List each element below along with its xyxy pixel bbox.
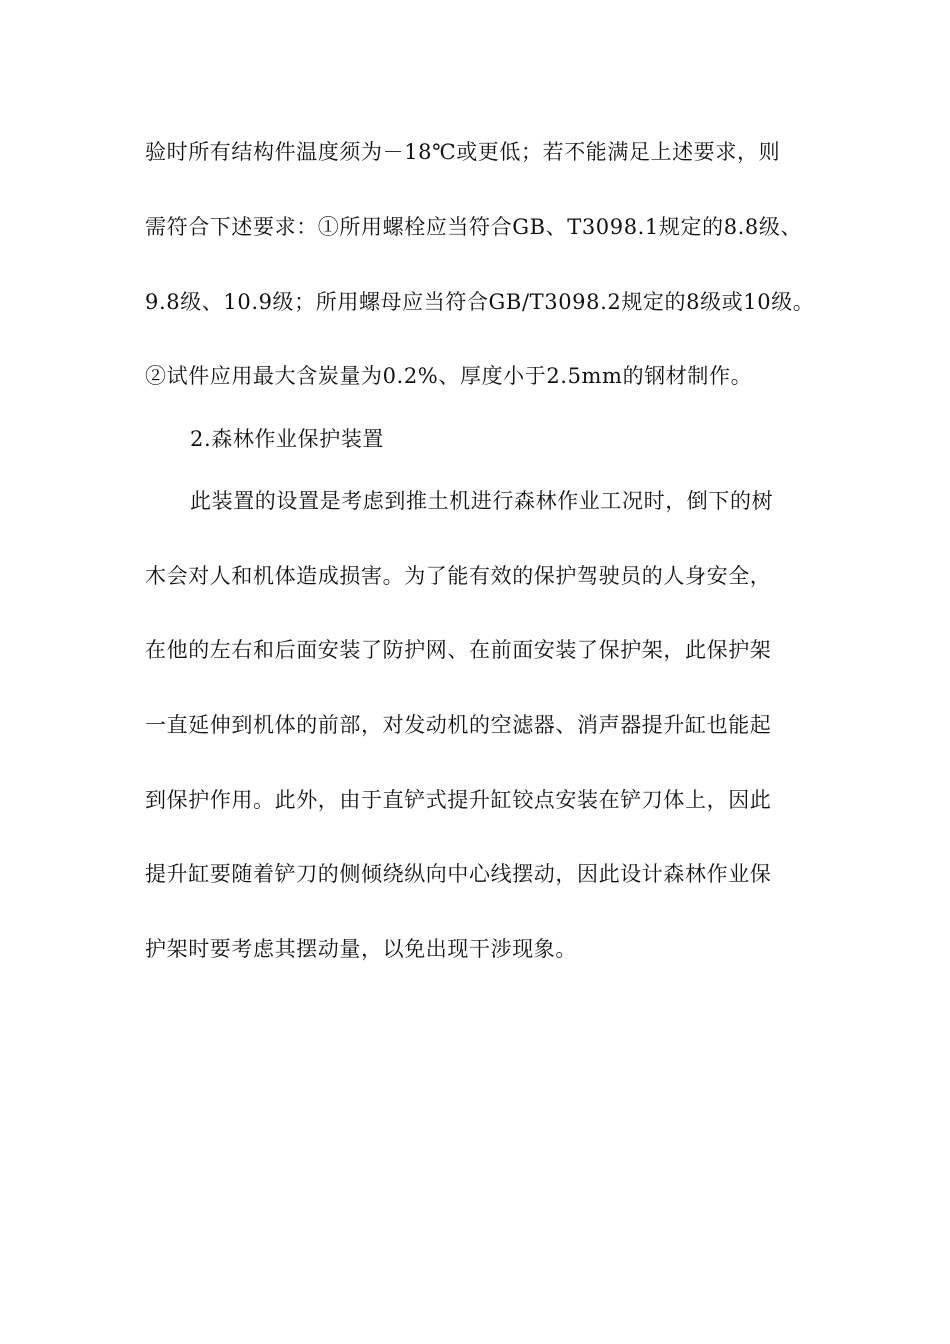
body-text-line: 到保护作用。此外，由于直铲式提升缸铰点安装在铲刀体上，因此: [145, 788, 772, 812]
body-text-line: 一直延伸到机体的前部，对发动机的空滤器、消声器提升缸也能起: [145, 713, 772, 737]
body-text-line: 木会对人和机体造成损害。为了能有效的保护驾驶员的人身安全，: [145, 564, 772, 588]
section-heading: 2.森林作业保护装置: [190, 427, 385, 451]
body-text-line: ②试件应用最大含炭量为0.2%、厚度小于2.5mm的钢材制作。: [145, 364, 753, 388]
body-text-line: 验时所有结构件温度须为－18℃或更低；若不能满足上述要求，则: [145, 140, 781, 164]
body-text-line: 在他的左右和后面安装了防护网、在前面安装了保护架，此保护架: [145, 638, 772, 662]
body-text-line: 此装置的设置是考虑到推土机进行森林作业工况时，倒下的树: [190, 489, 774, 513]
body-text-line: 9.8级、10.9级；所用螺母应当符合GB/T3098.2规定的8级或10级。: [145, 290, 815, 314]
body-text-line: 护架时要考虑其摆动量，以免出现干涉现象。: [145, 937, 577, 961]
body-text-line: 需符合下述要求：①所用螺栓应当符合GB、T3098.1规定的8.8级、: [145, 215, 803, 239]
body-text-line: 提升缸要随着铲刀的侧倾绕纵向中心线摆动，因此设计森林作业保: [145, 862, 772, 886]
